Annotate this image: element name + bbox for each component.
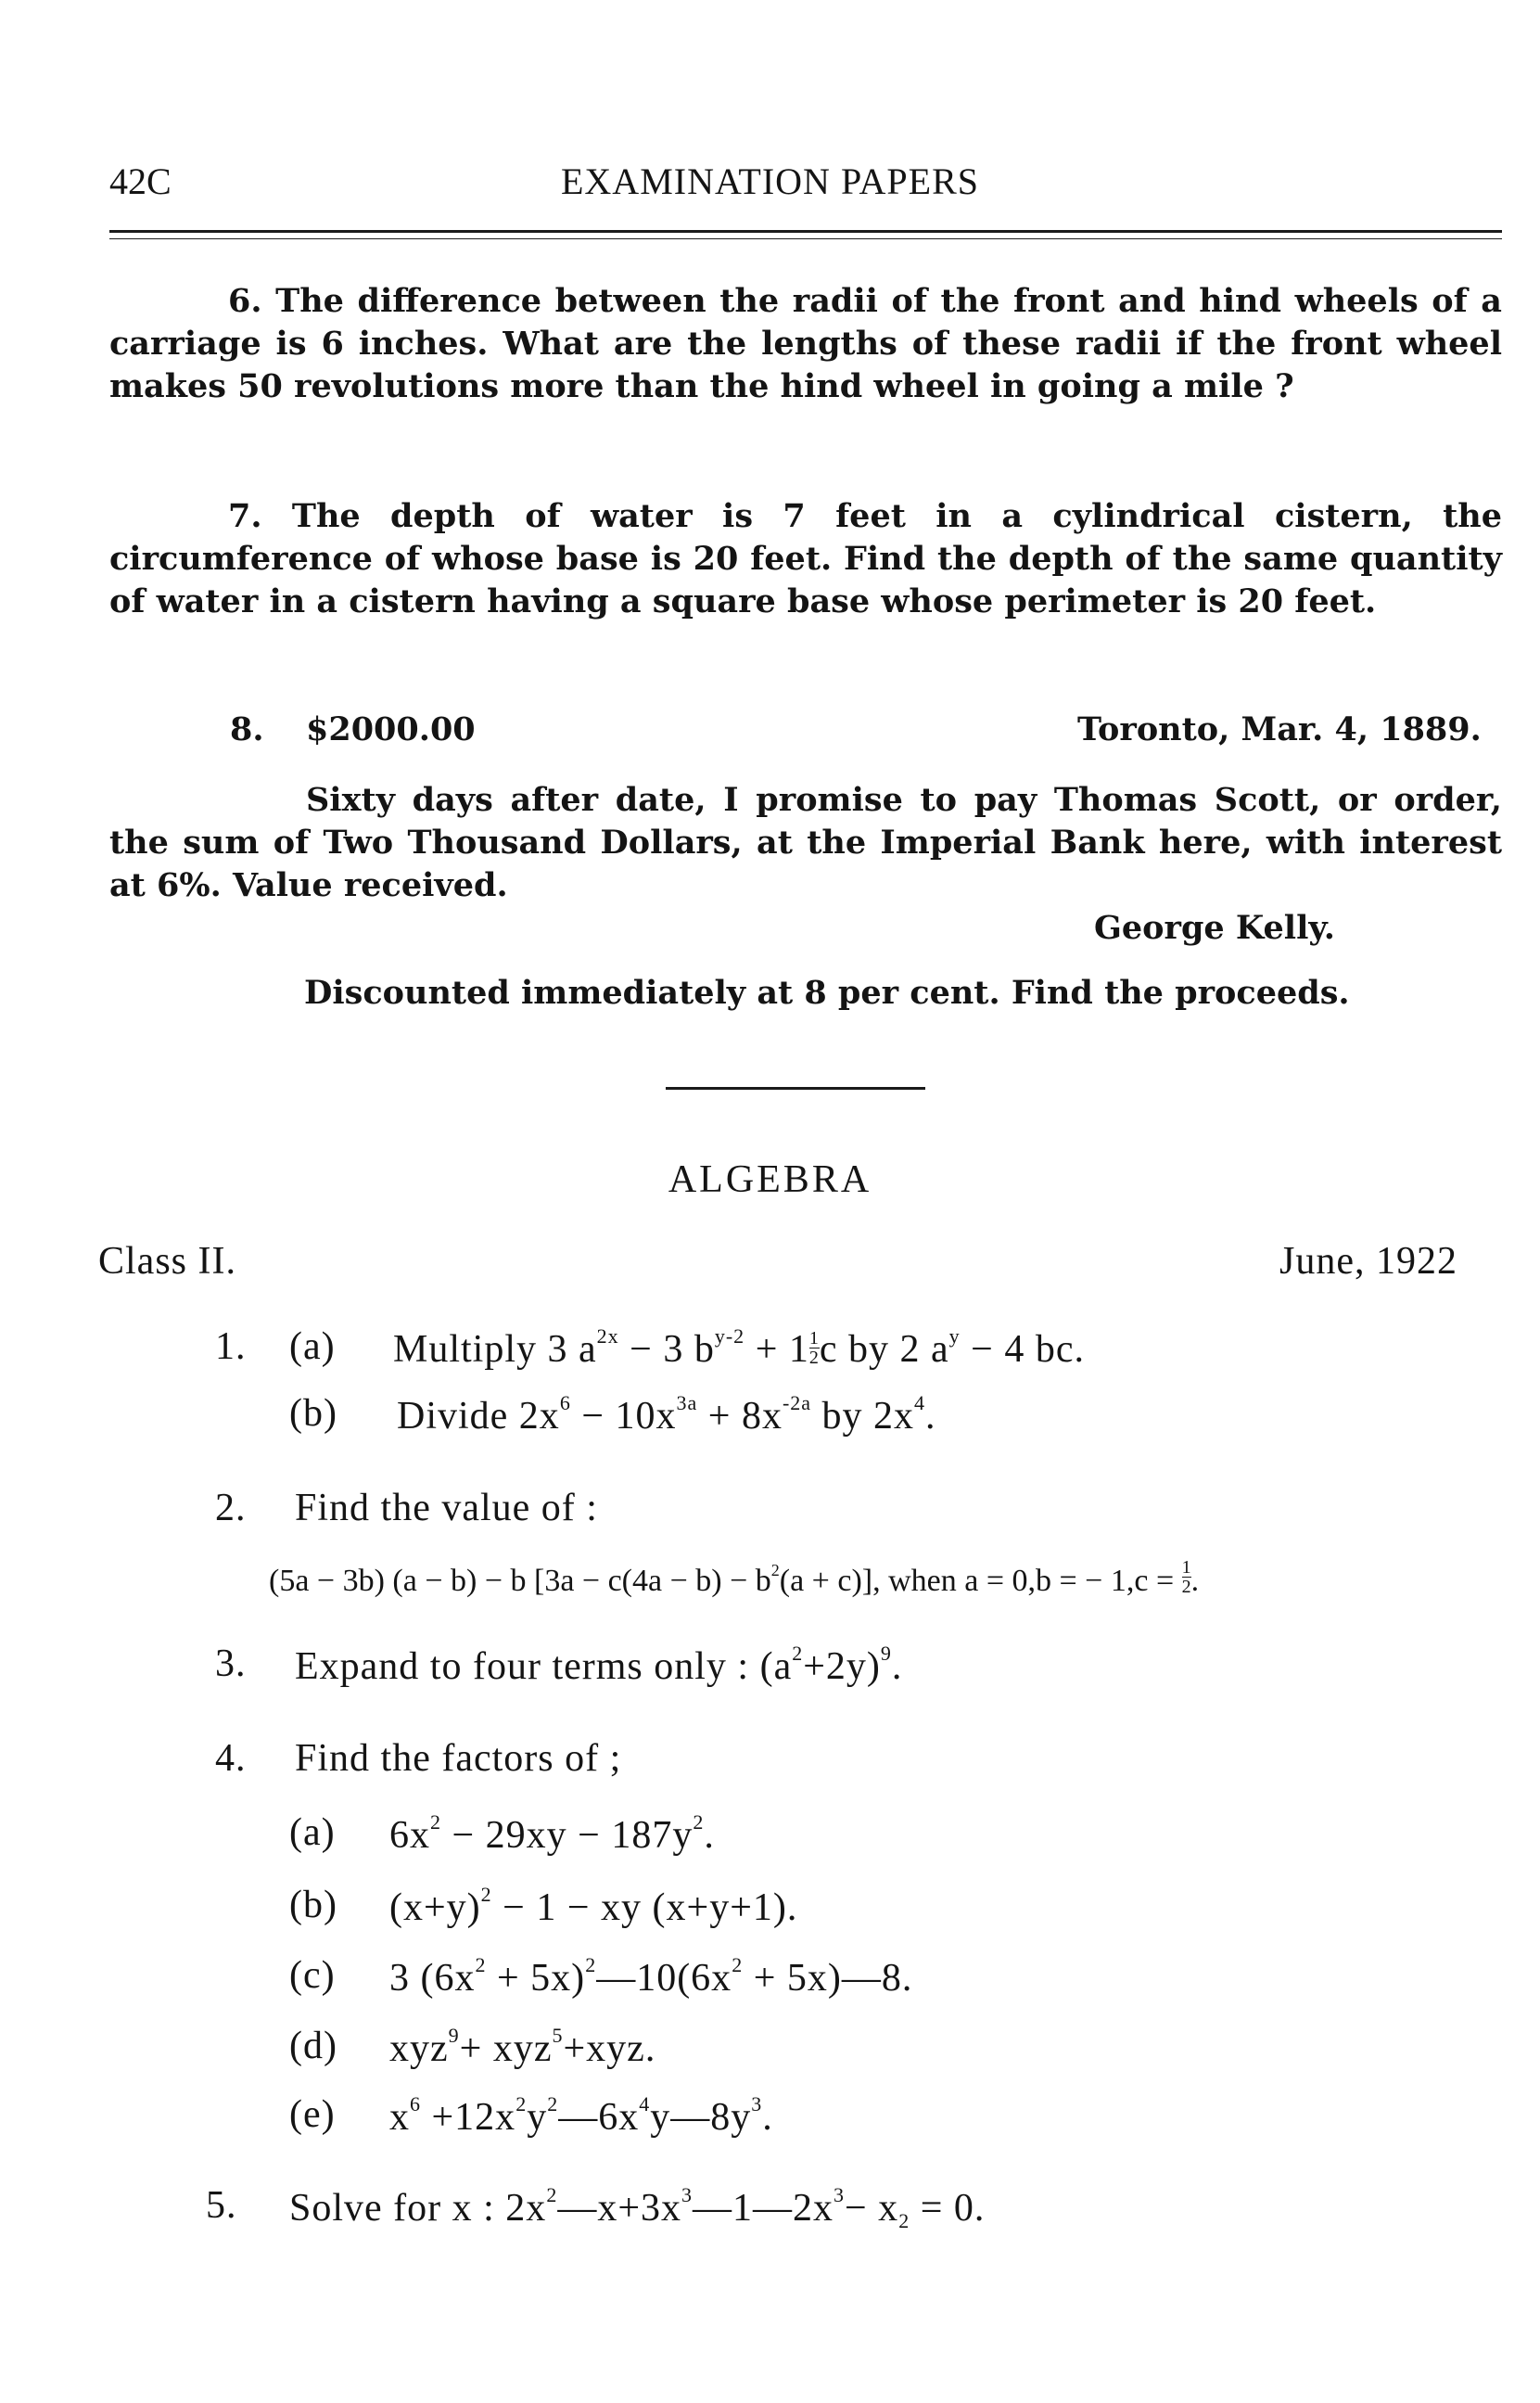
note-text: Sixty days after date, I promise to pay Thomas Scott, or order, the sum of Two Thousand Dollars, at the Imperial Bank here, with interest at 6%. Value received. [109,781,1502,904]
page-number: 42C [109,160,172,202]
algebra-question-3-number: 3. [215,1642,247,1685]
question-2-expression: (5a − 3b) (a − b) − b $[3a - c(4a - b) - b^2(a + c)]$, when a = 0,b = − 1,c = $\frac{1}{2}$ . [269,1557,1200,1598]
question-2-prompt: Find the value of : [295,1487,598,1529]
factor-expression-d: xyz$^9$+ xyz$^5$+xyz. [389,2024,656,2070]
question-number: 6. [228,282,262,320]
running-title: EXAMINATION PAPERS [560,160,980,202]
question-number: 7. [228,497,262,535]
factor-expression-a: $6x^2 - 29xy - 187y^2$. [389,1810,715,1857]
part-c-label: (c) [289,1954,336,1997]
question-1a-text: Multiply 3 $a^{2x} - 3$ $b^{y-2} + 1$ $\frac{1}{2}$ c by 2 $a^y - 4$ bc. [393,1324,1085,1371]
fraction-one-half: $\frac{1}{2}$ [808,1328,820,1368]
algebra-question-1-number: 1. [215,1325,247,1368]
algebra-question-4-number: 4. [215,1737,247,1780]
fraction-one-half: $\frac{1}{2}$ [1181,1557,1191,1597]
section-title: ALGEBRA [668,1158,872,1201]
arithmetic-question-6 [109,280,1502,408]
class-label: Class II. [98,1240,236,1283]
question-5-text: Solve for x : $2x^2—x+3x^3—1—2x^3- x_2 = 0$. [289,2183,986,2232]
question-8-number: 8. [230,710,264,748]
section-divider [666,1087,925,1090]
factor-expression-b: $(x+y)^2 - 1$ − xy (x+y+1). [389,1883,798,1929]
note-place-date: Toronto, Mar. 4, 1889. [1077,710,1482,748]
factor-expression-c: 3 ($6x^2$ + $5x)^2—10(6x^2$ + 5x)—8. [389,1953,913,2000]
question-4-prompt: Find the factors of ; [295,1737,622,1780]
promissory-note-text [109,779,1502,907]
exam-date: June, 1922 [1279,1240,1457,1283]
question-1b-text: Divide $2x^6 - 10x^{3a} + 8x^{-2a}$ by $2x^4$. [397,1391,936,1438]
arithmetic-question-7 [109,495,1502,623]
header-rule-thin [109,238,1502,239]
header-rule [109,230,1502,233]
part-e-label: (e) [289,2093,336,2136]
question-3-text: Expand to four terms only : $(a^2+2y)^9$. [295,1642,903,1688]
part-b-label: (b) [289,1884,337,1926]
part-b-label: (b) [289,1392,337,1435]
question-text: The depth of water is 7 feet in a cylindrical cistern, the circumference of whose base is 20 feet. Find the depth of the same quantity of water in a cistern having a square base whose perimeter is 20 feet. [109,497,1503,620]
part-d-label: (d) [289,2025,337,2067]
algebra-question-2-number: 2. [215,1487,247,1529]
discount-instruction: Discounted immediately at 8 per cent. Find the proceeds. [304,974,1350,1012]
part-a-label: (a) [289,1811,336,1854]
factor-expression-e: $x^6$ $+12x^2y^2—6x^4y—8y^3$. [389,2092,773,2139]
algebra-question-5-number: 5. [206,2184,237,2227]
question-text: The difference between the radii of the front and hind wheels of a carriage is 6 inches. What are the lengths of these radii if the front wheel makes 50 revolutions more than the hind wheel in going a mile ? [109,282,1502,405]
note-amount: $2000.00 [306,710,476,748]
note-signature: George Kelly. [1094,909,1335,947]
part-a-label: (a) [289,1325,336,1368]
